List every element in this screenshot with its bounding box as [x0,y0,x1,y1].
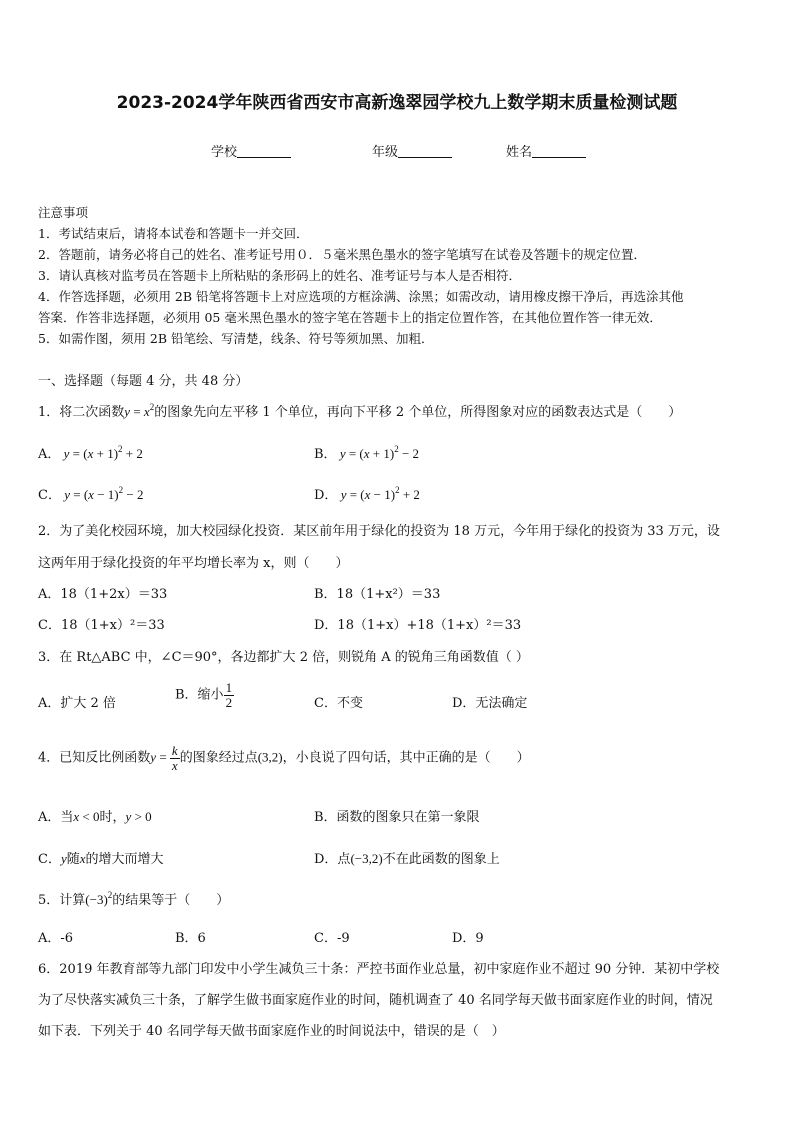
option-b: B．函数的图象只在第一象限 [314,810,480,825]
name-label: 姓名 [506,145,533,160]
option-c: C．不变 [314,696,363,711]
option-a: A．扩大 2 倍 [38,696,116,711]
option-c: C．y随x的增大而增大 [38,851,164,867]
question-6-line3: 如下表．下列关于 40 名同学每天做书面家庭作业的时间说法中，错误的是（ ） [38,1024,505,1039]
grade-field [372,141,452,160]
fraction: $\frac{1}{2}$ [225,680,233,710]
grade-label: 年级 [372,145,399,160]
school-field [211,141,291,160]
question-6-line1: 6．2019 年教育部等九部门印发中小学生减负三十条：严控书面作业总量，初中家庭作业不超过 90 分钟．某初中学校 [38,962,720,977]
question-2-line1: 2．为了美化校园环境，加大校园绿化投资．某区前年用于绿化的投资为 18 万元，今年用于绿化的投资为 33 万元，设 [38,524,720,539]
question-1: 1．将二次函数$y = x^2$的图象先向左平移 1 个单位，再向下平移 2 个单位，所得图象对应的函数表达式是（ ） [38,402,682,420]
question-2-line2: 这两年用于绿化投资的年平均增长率为 x，则（ ） [38,556,349,571]
grade-blank [398,144,452,158]
note-item: 3．请认真核对监考员在答题卡上所粘贴的条形码上的姓名、准考证号与本人是否相符． [38,268,521,283]
name-blank [532,144,586,158]
fraction: $\frac{k}{x}$ [171,743,178,773]
question-3: 3．在 Rt△ABC 中，∠C＝90°，各边都扩大 2 倍，则锐角 A 的锐角三角函数值（ ） [38,650,529,665]
option-d: D．18（1+x）+18（1+x）²＝33 [314,618,522,633]
school-blank [237,144,291,158]
option-a: A．18（1+2x）＝33 [38,587,168,602]
option-d: D． $y = (x - 1)^2 + 2$ [314,485,420,503]
notes-heading: 注意事项 [38,205,89,220]
option-a: A． $y = (x + 1)^2 + 2$ [38,444,143,462]
option-a: A．当x < 0时，y > 0 [38,809,152,825]
formula: y [124,404,131,419]
option-a: A．-6 [38,931,74,946]
option-b: B．缩小 $\frac{1}{2}$ [175,680,233,710]
option-c: C． $y = (x - 1)^2 - 2$ [38,485,144,503]
option-c: C．-9 [314,931,350,946]
question-5: 5．计算$(-3)^2$的结果等于（ ） [38,890,230,908]
option-b: B．18（1+x²）＝33 [314,587,441,602]
option-b: B． $y = (x + 1)^2 - 2$ [314,444,420,462]
section-heading: 一、选择题（每题 4 分，共 48 分） [38,374,249,389]
note-item: 5．如需作图，须用 2B 铅笔绘、写清楚，线条、符号等须加黑、加粗． [38,331,434,346]
option-c: C．18（1+x）²＝33 [38,618,165,633]
option-d: D．点(−3,2)不在此函数的图象上 [314,851,500,867]
note-item: 1．考试结束后，请将本试卷和答题卡一并交回． [38,226,309,241]
name-field [506,141,586,160]
note-item: 4．作答选择题，必须用 2B 铅笔将答题卡上对应选项的方框涂满、涂黑；如需改动，请用橡皮擦干净后，再选涂其他 [38,289,684,304]
school-label: 学校 [211,145,238,160]
option-d: D．9 [452,931,484,946]
question-6-line2: 为了尽快落实减负三十条，了解学生做书面家庭作业的时间，随机调查了 40 名同学每天做书面家庭作业的时间，情况 [38,993,713,1008]
paper-title: 2023-2024学年陕西省西安市高新逸翠园学校九上数学期末质量检测试题 [116,93,678,113]
question-4: 4．已知反比例函数y = $\frac{k}{x}$ 的图象经过点(3,2)，小良说了四句话，其中正确的是（ ） [38,743,530,773]
option-d: D．无法确定 [452,696,528,711]
note-item: 2．答题前，请务必将自己的姓名、准考证号用０．５毫米黑色墨水的签字笔填写在试卷及答题卡的规定位置． [38,247,646,262]
note-item: 答案．作答非选择题，必须用 05 毫米黑色墨水的签字笔在答题卡上的指定位置作答，在其他位置作答一律无效． [38,310,662,325]
option-b: B．6 [175,931,206,946]
